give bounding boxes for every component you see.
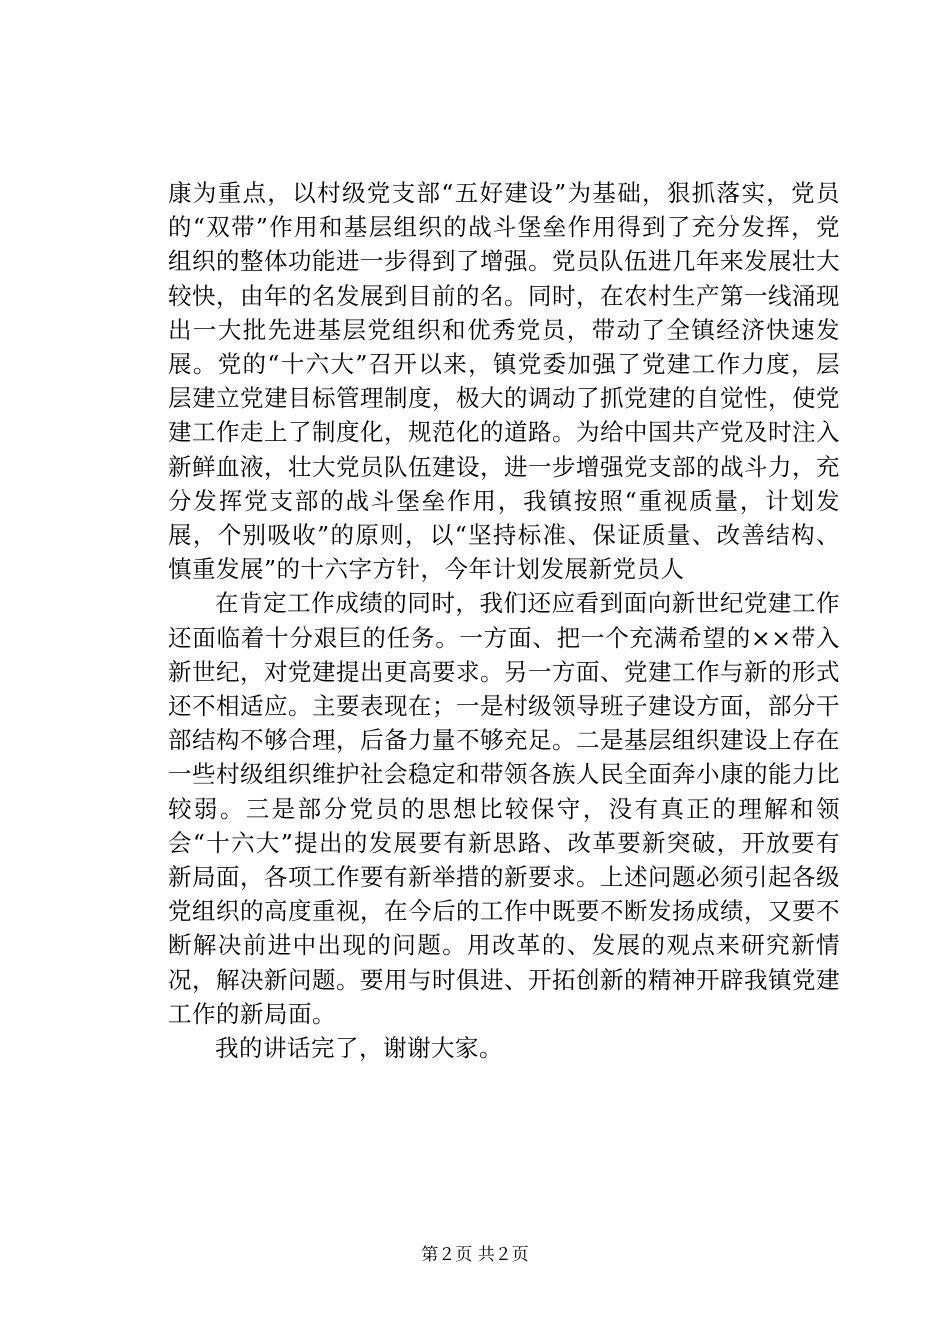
paragraph-closing: 我的讲话完了，谢谢大家。	[215, 1034, 503, 1063]
paragraph-continued: 康为重点，以村级党支部“五好建设”为基础，狠抓落实，党员的“双带”作用和基层组织的战斗堡垒作用得到了充分发挥，党组织的整体功能进一步得到了增强。党员队伍进几年来发展壮大较快，由年的名发展到目前的名。同时，在农村生产第一线涌现出一大批先进基层党组织和优秀党员，带动了全镇经济快速发展。党的“十六大”召开以来，镇党委加强了党建工作力度，层层建立党建目标管理制度，极大的调动了抓党建的自觉性，使党建工作走上了制度化，规范化的道路。为给中国共产党及时注入新鲜血液，壮大党员队伍建设，进一步增强党支部的战斗力，充分发挥党支部的战斗堡垒作用，我镇按照“重视质量，计划发展，个别吸收”的原则，以“坚持标准、保证质量、改善结构、慎重发展”的十六字方针，今年计划发展新党员人	[168, 179, 840, 584]
page-footer: 第２页 共２页	[421, 1245, 529, 1265]
paragraph-challenges: 在肯定工作成绩的同时，我们还应看到面向新世纪党建工作还面临着十分艰巨的任务。一方面、把一个充满希望的××带入新世纪，对党建提出更高要求。另一方面、党建工作与新的形式还不相适应。主要表现在；一是村级领导班子建设方面，部分干部结构不够合理，后备力量不够充足。二是基层组织建设上存在一些村级组织维护社会稳定和带领各族人民全面奔小康的能力比较弱。三是部分党员的思想比较保守，没有真正的理解和领会“十六大”提出的发展要有新思路、改革要新突破，开放要有新局面，各项工作要有新举措的新要求。上述问题必须引起各级党组织的高度重视，在今后的工作中既要不断发扬成绩，又要不断解决前进中出现的问题。用改革的、发展的观点来研究新情况，解决新问题。要用与时俱进、开拓创新的精神开辟我镇党建工作的新局面。	[168, 589, 840, 1028]
document-body	[168, 176, 840, 1065]
